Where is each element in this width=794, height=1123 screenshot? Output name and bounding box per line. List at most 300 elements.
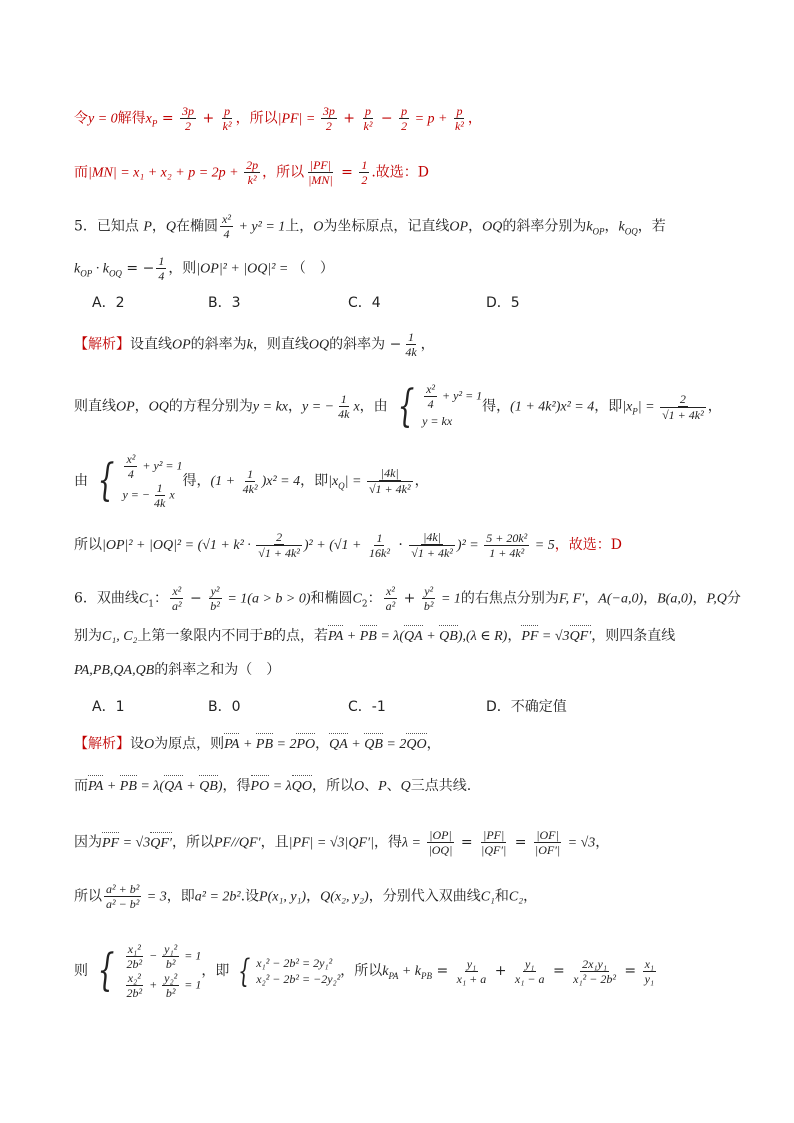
math: Q (400, 779, 411, 794)
text: 而 (74, 164, 88, 181)
math: ) (217, 779, 223, 794)
numerator: 5 + 20k² (486, 530, 528, 545)
math: + (103, 779, 120, 794)
math: y = 0 (88, 111, 118, 127)
math: · k (92, 261, 109, 277)
vector: QB (199, 777, 218, 797)
math: = (456, 834, 478, 851)
answer-text: ，故选：D (554, 537, 622, 553)
fraction (336, 392, 351, 421)
math: + k (398, 964, 422, 979)
text: ，则直线 (252, 336, 309, 353)
denominator: 2b² (126, 957, 143, 971)
math: PB (421, 970, 433, 981)
text: 设直线 (130, 336, 172, 353)
brace-icon: { (237, 952, 251, 990)
text: 别为 (74, 628, 102, 644)
question-6-line-1 (74, 584, 741, 613)
denominator: 4k² (242, 481, 258, 496)
numerator: 1 (407, 330, 414, 344)
math: − (185, 590, 207, 607)
text: 得， (482, 398, 511, 415)
math: 1 (148, 599, 154, 610)
math: = 1 (181, 977, 202, 992)
math: + (182, 779, 200, 794)
math: |x (622, 399, 633, 415)
text: 的斜率之和为（ ） (154, 662, 281, 678)
denominator: 4 (127, 467, 134, 481)
fraction (221, 104, 234, 133)
solution-6-line-5 (74, 942, 658, 1000)
math: OP (592, 226, 605, 237)
denominator: 1 + 4k² (489, 545, 525, 560)
vector: QF′ (150, 834, 172, 854)
denominator: √1 + 4k² (662, 407, 704, 422)
denominator: |QF′| (481, 843, 507, 857)
solution-6-line-3 (74, 828, 609, 857)
vector: PB (120, 777, 137, 797)
numerator: y₁ (466, 956, 477, 971)
denominator: |OQ| (428, 843, 453, 857)
option-d[interactable]: D．不确定值 (486, 699, 567, 715)
text: ， (306, 888, 321, 905)
text: ， (467, 110, 482, 127)
denominator: k² (363, 119, 373, 133)
math: = − (121, 260, 155, 277)
vector: QF′ (570, 627, 592, 647)
text: 的斜率为 − (329, 336, 402, 353)
denominator: |OF′| (534, 843, 561, 857)
math: A(−a,0) (598, 591, 644, 607)
question-6-line-3 (74, 660, 280, 681)
text: 上第一象限内不同于 (137, 628, 264, 644)
numerator: |OP| (429, 828, 452, 842)
math: = (548, 963, 570, 979)
option-a[interactable]: A．1 (92, 699, 125, 715)
denominator: x₁ − a (514, 971, 545, 986)
denominator: b² (165, 986, 176, 1000)
math: Q(x₂, y₂) (320, 889, 369, 905)
math: Q (165, 219, 177, 235)
fraction (384, 584, 398, 613)
math: OQ (148, 399, 169, 415)
math: x₁² − 2b² = 2y₁² (256, 956, 333, 970)
math: = √3 (119, 835, 151, 851)
fraction (571, 957, 618, 986)
vector: QO (406, 735, 426, 755)
math: )² = (456, 538, 483, 553)
numerator: 1 (376, 530, 383, 545)
math: + (198, 110, 219, 127)
math: + (347, 737, 365, 752)
text: 三点共线. (410, 778, 472, 794)
math: P (143, 219, 152, 235)
math: = 3 (143, 889, 167, 905)
math: = (510, 834, 531, 851)
fraction (422, 584, 436, 613)
text: 因为 (74, 834, 102, 851)
math: O (313, 219, 324, 235)
math: PF//QF′ (213, 835, 261, 851)
text: ，若 (637, 218, 666, 235)
text: ，所以 (340, 963, 383, 979)
text: ，得 (222, 778, 251, 794)
fraction (104, 882, 141, 911)
math: = 1(a > b > 0) (223, 591, 311, 607)
numerator: 3p (182, 104, 195, 118)
fraction (359, 158, 369, 187)
math: · (393, 537, 408, 553)
fraction (362, 104, 375, 133)
math: + y² = 1 (234, 219, 286, 235)
text: 令 (74, 110, 88, 127)
text: ，所以 (171, 834, 214, 851)
math: OQ (308, 337, 330, 353)
fraction (453, 104, 466, 133)
math: C₁, C₂ (102, 629, 138, 644)
fraction (180, 104, 196, 133)
math: C (352, 591, 362, 607)
numerator: |PF| (309, 158, 332, 172)
math: y = kx (252, 399, 288, 415)
math: y = kx (422, 414, 453, 428)
fraction (399, 104, 409, 133)
brace-icon: { (98, 945, 115, 996)
math: ),(λ ∈ R) (457, 629, 508, 644)
math: + y² = 1 (439, 388, 483, 403)
numerator: 2 (679, 391, 686, 406)
math: = (619, 963, 641, 979)
text: ，则四条直线 (591, 628, 676, 644)
option-b[interactable]: B．0 (208, 699, 241, 715)
math: |PF| = √3|QF′| (288, 835, 374, 851)
math: x (145, 111, 152, 127)
math: P (378, 779, 387, 794)
math: = 2 (382, 737, 407, 752)
text: ： (367, 590, 382, 607)
vector: PB (256, 735, 273, 755)
solution-5-line-1 (74, 330, 435, 359)
solution-5-line-4 (74, 530, 622, 560)
vector: QA (404, 627, 423, 647)
denominator: √1 + 4k² (258, 546, 300, 560)
vector: PA (224, 735, 239, 755)
vector: QB (364, 735, 383, 755)
text: ，得 (373, 834, 402, 851)
text: 所以 (74, 888, 102, 905)
numerator: x² (426, 382, 436, 396)
equation-system (92, 942, 201, 1000)
fraction (241, 467, 260, 496)
denominator: b² (210, 599, 220, 613)
numerator: 1 (361, 158, 368, 172)
math: = (432, 963, 453, 979)
denominator: 16k² (369, 545, 390, 560)
question-6-line-2 (74, 626, 675, 647)
text: 5．已知点 (74, 218, 144, 235)
math: x (169, 487, 175, 502)
math: OQ (482, 219, 503, 235)
text: 和椭圆 (310, 590, 353, 607)
text: ， (414, 473, 429, 489)
text: ， (151, 218, 166, 235)
vector: QO (292, 777, 312, 797)
text: 的斜率为 (190, 336, 247, 353)
fraction (533, 828, 562, 857)
math: k (74, 261, 81, 277)
vector: PA (328, 627, 343, 647)
vector: PF (102, 834, 119, 854)
math: = √3 (538, 629, 570, 644)
text: ， (315, 736, 330, 752)
math: + (343, 629, 360, 644)
vector: PO (296, 735, 315, 755)
numerator: 2x₁y₁ (582, 956, 608, 971)
math: P(x₁, y₁) (259, 889, 307, 905)
text: ， (584, 590, 599, 607)
text: 的点，若 (271, 628, 328, 644)
math: P (632, 406, 638, 417)
text: 分 (726, 590, 741, 607)
option-c[interactable]: C．4 (348, 295, 381, 311)
math: k (246, 337, 253, 353)
numerator: p (224, 104, 231, 118)
math: B (263, 629, 272, 644)
math: F, F′ (558, 591, 585, 607)
math: − (376, 110, 398, 127)
math: + (399, 590, 420, 607)
denominator: x₁ + a (456, 971, 487, 986)
math: = 1 (181, 948, 202, 963)
math: OP (116, 399, 135, 415)
text: ， (468, 218, 483, 235)
text: ， (692, 590, 707, 607)
denominator: b² (165, 957, 176, 971)
numerator: 1 (158, 254, 165, 268)
text: ， (507, 628, 522, 644)
math: k (586, 219, 593, 235)
math: + (422, 629, 440, 644)
math: a² = 2b² (194, 889, 241, 905)
denominator: 2 (401, 119, 408, 133)
denominator: a² (385, 599, 396, 613)
fraction (403, 330, 418, 359)
math: 2 (361, 599, 368, 610)
solution-5-line-3 (74, 452, 429, 510)
equation-system (234, 952, 341, 990)
denominator: 4k (405, 345, 417, 359)
fraction (156, 254, 166, 283)
math: |x (328, 474, 339, 489)
option-a[interactable]: A．2 (92, 295, 125, 311)
denominator: x₁² − 2b² (573, 971, 616, 986)
math: = λ( (376, 629, 405, 644)
numerator: p (456, 104, 463, 118)
math: − (146, 948, 161, 963)
math: k (382, 964, 389, 979)
math: | = (637, 399, 659, 415)
vector: QA (329, 735, 348, 755)
numerator: y₂² (164, 971, 178, 985)
denominator: 4k (338, 407, 350, 421)
numerator: x² (385, 584, 395, 598)
denominator: 4 (223, 227, 230, 241)
text: 上， (285, 218, 314, 235)
math: + (239, 737, 256, 752)
math: λ = (401, 835, 425, 851)
math: C (138, 591, 149, 607)
numerator: y² (210, 584, 220, 598)
text: ，即 (201, 963, 230, 979)
denominator: 4k (153, 496, 166, 510)
fraction (367, 466, 413, 496)
fraction (479, 828, 508, 857)
denominator: a² (172, 599, 182, 613)
math: |OP|² + |OQ|² = (√1 + k² · (102, 538, 255, 553)
text: 6．双曲线 (74, 590, 139, 607)
fraction (256, 530, 302, 560)
equation-system (92, 452, 182, 510)
brace-icon: { (98, 455, 115, 506)
text: ， (288, 398, 302, 415)
math: y = − (122, 487, 150, 502)
text: ： (154, 590, 168, 607)
solution-6-line-4 (74, 882, 537, 911)
math: = p + (411, 111, 451, 127)
denominator: k² (222, 119, 232, 133)
text: ，由 (359, 398, 388, 415)
math: OP (449, 219, 469, 235)
math: k (618, 219, 625, 235)
text: ，则 (168, 260, 197, 277)
vector: PA (88, 777, 103, 797)
fraction (306, 158, 335, 187)
math: | = (344, 474, 365, 489)
math: (1 + (210, 474, 239, 489)
fraction (208, 584, 222, 613)
math: C₁ (480, 889, 495, 905)
denominator: 4 (158, 269, 165, 283)
numerator: p (401, 104, 408, 118)
text: ， (134, 398, 149, 415)
math: O (144, 737, 155, 752)
math: x (353, 399, 360, 415)
text: ，所以 (262, 164, 305, 181)
text: ， (426, 736, 441, 752)
question-5-line-2 (74, 254, 334, 283)
fraction (484, 531, 529, 560)
denominator: 2b² (126, 986, 143, 1000)
option-c[interactable]: C．-1 (348, 699, 386, 715)
text: 为原点，则 (154, 736, 225, 752)
text: .设 (240, 888, 260, 905)
math: C₂ (508, 889, 524, 905)
text: ， (643, 590, 658, 607)
analysis-tag: 【解析】 (74, 736, 130, 752)
math: PA,PB,QA,QB (74, 663, 155, 678)
math: = λ( (136, 779, 165, 794)
math: x₂² − 2b² = −2y₂² (256, 972, 341, 986)
numerator: 2p (246, 158, 259, 172)
numerator: |4k| (380, 466, 399, 480)
numerator: x² (222, 212, 231, 226)
math: P,Q (706, 591, 727, 607)
math: = 1 (437, 591, 461, 607)
fraction (455, 957, 489, 986)
math: PA (388, 970, 399, 981)
text: ，即 (166, 888, 195, 905)
text: ，即 (300, 473, 329, 489)
math: = 5 (531, 538, 555, 553)
denominator: b² (423, 599, 434, 613)
text: ，且 (260, 834, 289, 851)
text: 的右焦点分别为 (460, 590, 559, 607)
option-b[interactable]: B．3 (208, 295, 241, 311)
numerator: 2 (276, 530, 283, 544)
numerator: y₁ (524, 956, 535, 971)
numerator: a² + b² (106, 882, 140, 896)
text: 而 (74, 778, 88, 794)
math: = λ (269, 779, 292, 794)
math: )² + (√1 + (303, 538, 365, 553)
denominator: a² − b² (106, 897, 140, 911)
text: ， (595, 834, 610, 851)
numerator: y² (424, 584, 434, 598)
numerator: 1 (340, 392, 347, 406)
math: OQ (108, 268, 122, 279)
text: 、 (386, 778, 401, 794)
math: )x² = 4 (261, 474, 301, 489)
denominator: 4 (427, 397, 434, 411)
fraction (244, 158, 260, 187)
text: 解得 (117, 110, 146, 127)
text: 和 (494, 888, 509, 905)
denominator: 2 (185, 119, 192, 133)
numerator: |PF| (483, 828, 505, 842)
text: （ ） (291, 260, 334, 277)
numerator: 3p (322, 104, 335, 118)
text: 则直线 (74, 398, 116, 415)
text: 、 (364, 778, 379, 794)
text: ， (604, 218, 619, 235)
text: ，分别代入双曲线 (368, 888, 481, 905)
fraction (367, 531, 392, 560)
text: ，所以 (311, 778, 354, 794)
text: .故选：D (371, 164, 430, 181)
fraction (409, 530, 455, 560)
vector: QB (439, 627, 458, 647)
math: OP (172, 337, 191, 353)
math: = (157, 110, 179, 127)
denominator: √1 + 4k² (411, 546, 453, 560)
math: y = − (302, 399, 335, 415)
solution-6-line-2 (74, 776, 471, 797)
numerator: x₁ (644, 956, 655, 971)
math: |OP|² + |OQ|² = (196, 261, 292, 277)
numerator: |OF| (536, 828, 559, 842)
numerator: x₁² (127, 942, 141, 956)
text: ， (707, 398, 722, 415)
text: 为坐标原点，记直线 (323, 218, 450, 235)
math: B(a,0) (657, 591, 693, 607)
numerator: p (364, 104, 371, 118)
line-mn-conclusion (74, 158, 429, 187)
denominator: k² (247, 173, 257, 187)
numerator: x² (126, 452, 136, 466)
line-xp-solution (74, 104, 482, 133)
denominator: y₁ (644, 971, 655, 986)
option-d[interactable]: D．5 (486, 295, 520, 311)
